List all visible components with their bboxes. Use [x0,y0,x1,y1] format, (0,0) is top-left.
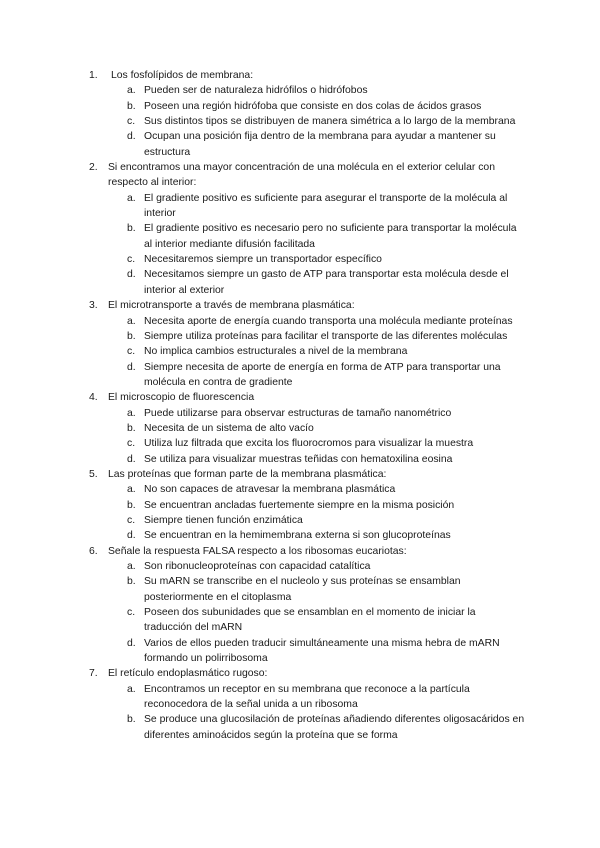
option-a [0,83,600,98]
option-text: Puede utilizarse para observar estructuras de tamaño nanométrico [144,407,452,419]
option-text: Necesita aporte de energía cuando transporta una molécula mediante proteínas [144,315,513,327]
option-c [0,605,600,636]
option-b [0,421,600,436]
option-d [0,636,600,667]
question-1 [0,68,600,160]
option-letter: c. [127,607,136,619]
option-letter: a. [127,192,136,204]
question-number: 7. [89,668,98,680]
option-b [0,99,600,114]
option-c [0,252,600,267]
option-c [0,436,600,451]
option-c [0,344,600,359]
option-letter: c. [127,346,136,358]
question-text: Si encontramos una mayor concentración de una molécula en el exterior celular con respecto al interior: [108,162,495,189]
question-2 [0,160,600,298]
option-letter: c. [127,438,136,450]
option-b [0,221,600,252]
option-text: Se encuentran en la hemimembrana externa si son glucoproteínas [144,530,451,542]
option-text: Utiliza luz filtrada que excita los fluorocromos para visualizar la muestra [144,438,474,450]
option-letter: d. [127,269,136,281]
option-text: Se utiliza para visualizar muestras teñidas con hematoxilina eosina [144,453,453,465]
option-a [0,559,600,574]
option-letter: a. [127,315,136,327]
option-d [0,528,600,543]
option-text: Necesita de un sistema de alto vacío [144,422,314,434]
question-text: El retículo endoplasmático rugoso: [108,668,268,680]
option-text: Son ribonucleoproteínas con capacidad catalítica [144,561,371,572]
question-7 [0,666,600,743]
option-text: No son capaces de atravesar la membrana plasmática [144,484,396,496]
option-letter: c. [127,514,136,526]
option-text: Necesitamos siempre un gasto de ATP para transportar esta molécula desde el interior al exterior [144,269,509,296]
option-letter: a. [127,484,136,496]
option-b [0,574,600,605]
option-text: Siempre tienen función enzimática [144,514,303,526]
option-letter: d. [127,530,136,542]
option-text: Ocupan una posición fija dentro de la membrana para ayudar a mantener su estructura [144,131,496,158]
option-text: Poseen dos subunidades que se ensamblan en el momento de iniciar la traducción del mARN [144,607,476,634]
question-text: Señale la respuesta FALSA respecto a los ribosomas eucariotas: [108,545,407,557]
option-letter: b. [127,499,136,511]
option-text: Sus distintos tipos se distribuyen de manera simétrica a lo largo de la membrana [144,116,516,128]
option-letter: a. [127,407,136,419]
question-4 [0,390,600,467]
option-b [0,498,600,513]
question-number: 5. [89,468,98,480]
option-c [0,114,600,129]
question-text: El microtransporte a través de membrana plasmática: [108,300,355,312]
question-text: El microscopio de fluorescencia [108,392,255,404]
question-text: Las proteínas que forman parte de la membrana plasmática: [108,468,387,480]
option-text: Se encuentran ancladas fuertemente siempre en la misma posición [144,499,455,511]
question-text: Los fosfolípidos de membrana: [111,70,254,81]
question-number: 6. [89,545,98,557]
option-a [0,482,600,497]
option-a [0,406,600,421]
option-letter: d. [127,453,136,465]
option-d [0,129,600,160]
question-3 [0,298,600,390]
option-letter: d. [127,361,136,373]
option-text: Pueden ser de naturaleza hidrófilos o hidrófobos [144,85,368,97]
question-number: 3. [89,300,98,312]
option-letter: d. [127,131,136,143]
option-text: Siempre necesita de aporte de energía en forma de ATP para transportar una molécula en contra de gradiente [144,361,501,388]
option-c [0,513,600,528]
option-text: Varios de ellos pueden traducir simultáneamente una misma hebra de mARN formando un polirribosoma [144,637,500,665]
option-letter: c. [127,254,136,266]
option-letter: b. [127,223,136,235]
option-letter: b. [127,422,136,434]
option-d [0,360,600,391]
question-number: 4. [89,392,98,404]
question-number: 1. [89,70,98,81]
option-letter: b. [127,576,136,588]
option-text: Poseen una región hidrófoba que consiste en dos colas de ácidos grasos [144,100,482,112]
option-letter: b. [127,100,136,112]
option-letter: a. [127,683,136,695]
option-b [0,329,600,344]
option-text: No implica cambios estructurales a nivel de la membrana [144,346,408,358]
option-letter: a. [127,85,136,97]
option-text: Encontramos un receptor en su membrana que reconoce a la partícula reconocedora de la señal unida a un ribosoma [144,683,470,711]
option-text: Su mARN se transcribe en el nucleolo y sus proteínas se ensamblan posteriormente en el citoplasma [144,576,461,603]
option-a [0,191,600,222]
option-b [0,712,600,743]
option-text: Siempre utiliza proteínas para facilitar el transporte de las diferentes moléculas [144,330,508,342]
option-text: Necesitaremos siempre un transportador específico [144,254,382,266]
option-letter: c. [127,116,136,128]
question-6 [0,544,600,667]
option-a [0,682,600,713]
question-number: 2. [89,162,98,174]
option-d [0,452,600,467]
option-letter: b. [127,330,136,342]
option-a [0,314,600,329]
option-text: El gradiente positivo es suficiente para asegurar el transporte de la molécula al interior [144,192,508,220]
option-letter: b. [127,714,136,726]
option-letter: d. [127,637,136,649]
option-d [0,267,600,298]
question-5 [0,467,600,544]
option-letter: a. [127,561,136,572]
option-text: El gradiente positivo es necesario pero no suficiente para transportar la molécula al interior mediante difusión facilitada [144,223,517,250]
question-list [0,68,600,743]
option-text: Se produce una glucosilación de proteínas añadiendo diferentes oligosacáridos en diferentes aminoácidos según la proteína que se forma [144,714,525,741]
